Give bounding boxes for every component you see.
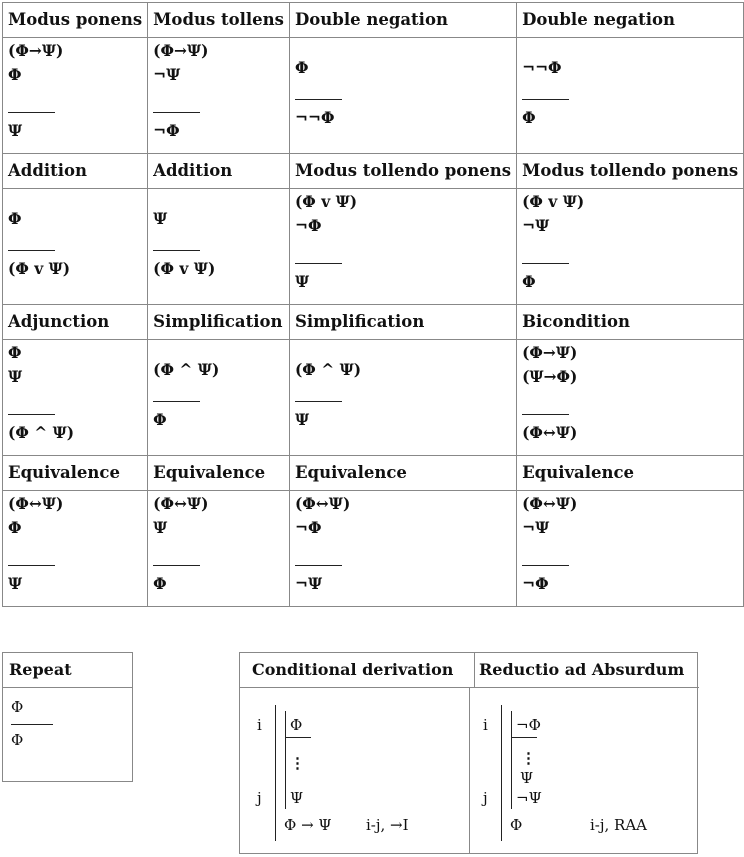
cd-assumption-bar bbox=[285, 737, 311, 738]
inference-bar bbox=[522, 414, 569, 415]
rule-premise: Φ bbox=[294, 58, 309, 77]
rule-premise: (Φ ^ Ψ) bbox=[294, 360, 362, 379]
rule-derivation bbox=[8, 340, 142, 455]
rule-conclusion: Ψ bbox=[294, 410, 310, 429]
rule-title: Adjunction bbox=[3, 305, 148, 340]
cd-outer-scope-line bbox=[275, 705, 276, 841]
cd-label-j: j bbox=[257, 789, 262, 807]
raa-title: Reductio ad Absurdum bbox=[469, 653, 699, 688]
rule-title: Addition bbox=[148, 154, 290, 189]
inference-bar bbox=[522, 565, 569, 566]
rule-premise: (Φ v Ψ) bbox=[522, 192, 585, 211]
rule-body bbox=[3, 491, 148, 607]
rule-conclusion: (Φ v Ψ) bbox=[8, 259, 71, 278]
cd-assumption: Φ bbox=[290, 716, 303, 734]
rule-premise: (Φ↔Ψ) bbox=[522, 494, 578, 513]
repeat-conclusion: Φ bbox=[11, 731, 24, 749]
rule-conclusion: ¬Φ bbox=[153, 121, 180, 140]
inference-bar bbox=[153, 250, 200, 251]
rule-premise: Ψ bbox=[8, 367, 23, 386]
inference-bar bbox=[295, 565, 342, 566]
rule-derivation bbox=[153, 189, 284, 304]
rule-premise: ¬Φ bbox=[294, 518, 322, 537]
inference-bar bbox=[153, 401, 200, 402]
rule-premise: ¬Ψ bbox=[153, 65, 181, 84]
rule-body bbox=[3, 340, 148, 456]
cd-label-i: i bbox=[257, 716, 262, 734]
repeat-premise: Φ bbox=[11, 698, 24, 716]
cd-result: Φ → Ψ bbox=[284, 816, 332, 834]
rule-premise: (Φ↔Ψ) bbox=[153, 494, 209, 513]
rule-body bbox=[148, 491, 290, 607]
rule-conclusion: Φ bbox=[522, 272, 536, 291]
rule-body bbox=[517, 189, 744, 305]
rule-premise: Ψ bbox=[153, 518, 168, 537]
inference-bar bbox=[522, 263, 569, 264]
rule-title: Addition bbox=[3, 154, 148, 189]
rule-title-row bbox=[3, 3, 744, 38]
rule-title-row bbox=[3, 456, 744, 491]
rule-premise: (Ψ→Φ) bbox=[522, 367, 578, 386]
derivations-box bbox=[239, 652, 698, 854]
rule-body bbox=[289, 38, 516, 154]
rule-body-row bbox=[3, 340, 744, 456]
raa-line-psi: Ψ bbox=[520, 769, 534, 787]
rule-title: Equivalence bbox=[3, 456, 148, 491]
inference-bar bbox=[8, 414, 55, 415]
rule-derivation bbox=[153, 38, 284, 153]
rule-premise: (Φ→Ψ) bbox=[8, 41, 64, 60]
rule-premise: (Φ↔Ψ) bbox=[294, 494, 351, 513]
raa-result: Φ bbox=[510, 816, 523, 834]
rule-title: Double negation bbox=[517, 3, 744, 38]
rule-derivation bbox=[522, 189, 738, 304]
rule-body bbox=[148, 38, 290, 154]
rule-body bbox=[3, 189, 148, 305]
rule-conclusion: (Φ v Ψ) bbox=[153, 259, 216, 278]
rule-derivation bbox=[522, 340, 738, 455]
rule-premise: Φ bbox=[8, 65, 22, 84]
inference-bar bbox=[295, 401, 342, 402]
derivation-column-divider bbox=[469, 687, 470, 853]
cd-last-line: Ψ bbox=[290, 789, 304, 807]
repeat-bar bbox=[11, 724, 53, 725]
rules-table-body bbox=[3, 3, 744, 607]
raa-inner-scope-line bbox=[511, 711, 512, 809]
rule-premise: Φ bbox=[8, 209, 22, 228]
rule-derivation bbox=[522, 38, 738, 153]
rule-title-row bbox=[3, 154, 744, 189]
rule-body bbox=[148, 340, 290, 456]
rule-body bbox=[289, 340, 516, 456]
inference-bar bbox=[295, 263, 342, 264]
rule-derivation bbox=[295, 189, 511, 304]
inference-bar bbox=[153, 112, 200, 113]
rule-conclusion: (Φ ^ Ψ) bbox=[8, 423, 75, 442]
rule-title: Simplification bbox=[289, 305, 516, 340]
rule-conclusion: Φ bbox=[153, 410, 167, 429]
rule-premise: (Φ↔Ψ) bbox=[8, 494, 64, 513]
cd-inner-scope-line bbox=[285, 711, 286, 809]
rule-body bbox=[517, 340, 744, 456]
rule-derivation bbox=[153, 491, 284, 606]
rule-title: Modus tollendo ponens bbox=[517, 154, 744, 189]
derivation-header-divider bbox=[240, 687, 697, 688]
rule-derivation bbox=[8, 38, 142, 153]
rule-derivation bbox=[8, 189, 142, 304]
rule-premise: ¬Ψ bbox=[522, 518, 550, 537]
rule-body bbox=[517, 38, 744, 154]
cd-dots: ⋮ bbox=[290, 754, 305, 772]
cd-justification: i-j, →I bbox=[366, 816, 409, 834]
inference-bar bbox=[153, 565, 200, 566]
rule-body bbox=[289, 189, 516, 305]
rule-derivation bbox=[522, 491, 738, 606]
rule-conclusion: ¬Φ bbox=[522, 574, 549, 593]
rule-premise: (Φ→Ψ) bbox=[153, 41, 209, 60]
rule-premise: (Φ v Ψ) bbox=[294, 192, 358, 211]
rule-derivation bbox=[295, 38, 511, 153]
rule-title: Bicondition bbox=[517, 305, 744, 340]
rule-conclusion: ¬Ψ bbox=[294, 574, 323, 593]
raa-justification: i-j, RAA bbox=[590, 816, 648, 834]
rule-title: Modus tollens bbox=[148, 3, 290, 38]
rule-title-row bbox=[3, 305, 744, 340]
rule-premise: Φ bbox=[8, 518, 22, 537]
raa-dots: ⋮ bbox=[521, 749, 536, 767]
rule-premise: ¬Φ bbox=[294, 216, 322, 235]
rule-body-row bbox=[3, 38, 744, 154]
rule-conclusion: Φ bbox=[153, 574, 167, 593]
rule-title: Modus ponens bbox=[3, 3, 148, 38]
rule-title: Modus tollendo ponens bbox=[289, 154, 516, 189]
repeat-rule-box bbox=[2, 652, 133, 782]
rule-derivation bbox=[295, 491, 511, 606]
rule-title: Equivalence bbox=[148, 456, 290, 491]
rule-conclusion: ¬¬Φ bbox=[294, 108, 335, 127]
rule-body-row bbox=[3, 491, 744, 607]
rule-title: Equivalence bbox=[289, 456, 516, 491]
rule-conclusion: (Φ↔Ψ) bbox=[522, 423, 578, 442]
rule-derivation bbox=[153, 340, 284, 455]
rule-premise: Ψ bbox=[153, 209, 168, 228]
raa-assumption: ¬Φ bbox=[516, 716, 541, 734]
rule-conclusion: Ψ bbox=[8, 121, 23, 140]
rule-conclusion: Ψ bbox=[8, 574, 23, 593]
raa-label-j: j bbox=[483, 789, 488, 807]
conditional-derivation-title: Conditional derivation bbox=[240, 653, 475, 688]
rule-title: Equivalence bbox=[517, 456, 744, 491]
inference-bar bbox=[295, 99, 342, 100]
repeat-title: Repeat bbox=[3, 653, 132, 688]
inference-bar bbox=[8, 250, 55, 251]
rule-premise: (Φ→Ψ) bbox=[522, 343, 578, 362]
rule-body bbox=[289, 491, 516, 607]
raa-assumption-bar bbox=[511, 737, 537, 738]
rule-derivation bbox=[8, 491, 142, 606]
rule-conclusion: Ψ bbox=[294, 272, 310, 291]
rule-premise: ¬¬Φ bbox=[522, 58, 562, 77]
raa-label-i: i bbox=[483, 716, 488, 734]
raa-line-not-psi: ¬Ψ bbox=[516, 789, 542, 807]
rule-body bbox=[3, 38, 148, 154]
raa-outer-scope-line bbox=[501, 705, 502, 841]
rule-title: Simplification bbox=[148, 305, 290, 340]
rule-body-row bbox=[3, 189, 744, 305]
rule-body bbox=[148, 189, 290, 305]
rule-derivation bbox=[295, 340, 511, 455]
rule-premise: ¬Ψ bbox=[522, 216, 550, 235]
inference-bar bbox=[522, 99, 569, 100]
rule-premise: (Φ ^ Ψ) bbox=[153, 360, 220, 379]
inference-bar bbox=[8, 112, 55, 113]
rule-premise: Φ bbox=[8, 343, 22, 362]
inference-rules-table bbox=[2, 2, 744, 607]
rule-title: Double negation bbox=[289, 3, 516, 38]
inference-bar bbox=[8, 565, 55, 566]
rule-conclusion: Φ bbox=[522, 108, 536, 127]
rule-body bbox=[517, 491, 744, 607]
